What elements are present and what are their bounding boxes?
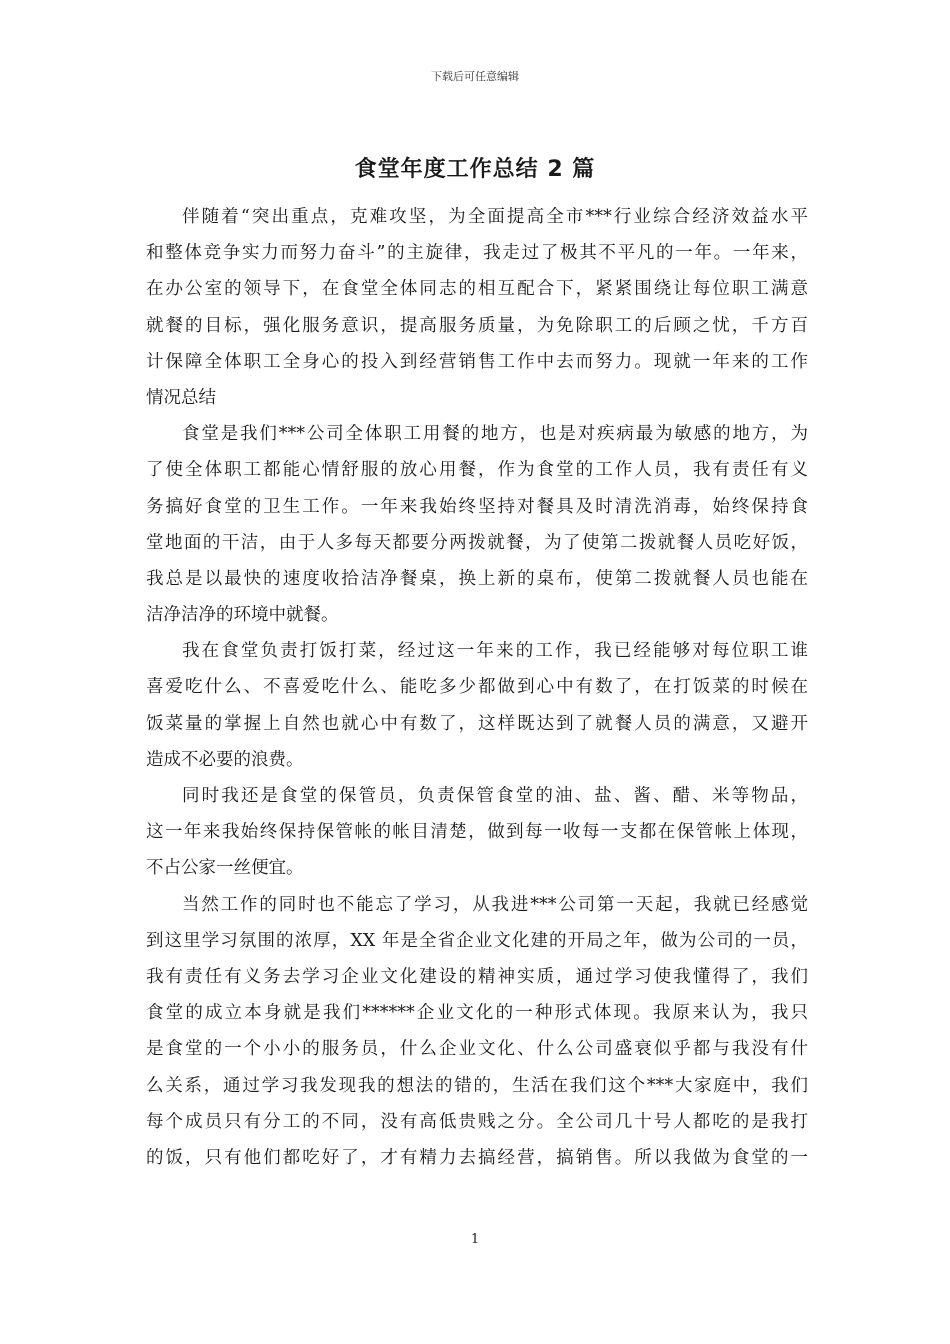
paragraph-line: 这一年来我始终保持保管帐的帐目清楚，做到每一收每一支都在保管帐上体现，	[146, 822, 808, 843]
paragraph	[146, 199, 808, 416]
document-body	[146, 199, 808, 1176]
paragraph-line: 务搞好食堂的卫生工作。一年来我始终坚持对餐具及时清洗消毒，始终保持食	[146, 496, 808, 517]
paragraph-line: 伴随着“突出重点，克难攻坚，为全面提高全市***行业综合经济效益水平	[182, 207, 808, 227]
paragraph-line: 了使全体职工都能心情舒服的放心用餐，作为食堂的工作人员，我有责任有义	[146, 460, 808, 481]
paragraph-line: 的饭，只有他们都吃好了，才有精力去搞经营，搞销售。所以我做为食堂的一	[146, 1147, 808, 1168]
paragraph	[146, 416, 808, 633]
paragraph-line: 造成不必要的浪费。	[146, 749, 304, 770]
paragraph-line: 当然工作的同时也不能忘了学习，从我进***公司第一天起，我就已经感觉	[182, 894, 808, 915]
paragraph	[146, 633, 808, 778]
document-title: 食堂年度工作总结 2 篇	[354, 157, 596, 182]
paragraph	[146, 778, 808, 887]
paragraph-line: 计保障全体职工全身心的投入到经营销售工作中去而努力。现就一年来的工作	[146, 351, 808, 372]
paragraph-line: 食堂的成立本身就是我们******企业文化的一种形式体现。我原来认为，我只	[146, 1003, 808, 1024]
paragraph-line: 食堂是我们***公司全体职工用餐的地方，也是对疾病最为敏感的地方，为	[182, 424, 808, 445]
paragraph-line: 和整体竞争实力而努力奋斗”的主旋律，我走过了极其不平凡的一年。一年来，	[146, 243, 808, 264]
paragraph-line: 饭菜量的掌握上自然也就心中有数了，这样既达到了就餐人员的满意，又避开	[146, 713, 808, 734]
paragraph-line: 情况总结	[146, 387, 216, 408]
paragraph-line: 我总是以最快的速度收拾洁净餐桌，换上新的桌布，使第二拨就餐人员也能在	[146, 568, 808, 589]
paragraph-line: 到这里学习氛围的浓厚，XX 年是全省企业文化建的开局之年，做为公司的一员，	[146, 930, 808, 951]
paragraph-line: 洁净洁净的环境中就餐。	[146, 605, 339, 626]
page-number: 1	[470, 1232, 480, 1247]
paragraph-line: 就餐的目标，强化服务意识，提高服务质量，为免除职工的后顾之忧，千方百	[146, 315, 808, 336]
paragraph-line: 我有责任有义务去学习企业文化建设的精神实质，通过学习使我懂得了，我们	[146, 966, 808, 987]
paragraph-line: 堂地面的干洁，由于人多每天都要分两拨就餐，为了使第二拨就餐人员吃好饭，	[146, 532, 808, 553]
paragraph-line: 我在食堂负责打饭打菜，经过这一年来的工作，我已经能够对每位职工谁	[182, 641, 808, 662]
paragraph-line: 同时我还是食堂的保管员，负责保管食堂的油、盐、酱、醋、米等物品，	[182, 786, 808, 806]
paragraph-line: 在办公室的领导下，在食堂全体同志的相互配合下，紧紧围绕让每位职工满意	[146, 279, 808, 300]
paragraph-line: 么关系，通过学习我发现我的想法的错的，生活在我们这个***大家庭中，我们	[146, 1075, 808, 1096]
paragraph-line: 不占公家一丝便宜。	[146, 858, 304, 879]
page-header: 下载后可任意编辑	[431, 70, 519, 83]
paragraph-line: 每个成员只有分工的不同，没有高低贵贱之分。全公司几十号人都吃的是我打	[146, 1111, 808, 1132]
paragraph-line: 是食堂的一个小小的服务员，什么企业文化、什么公司盛衰似乎都与我没有什	[146, 1039, 808, 1060]
paragraph	[146, 887, 808, 1177]
paragraph-line: 喜爱吃什么、不喜爱吃什么、能吃多少都做到心中有数了，在打饭菜的时候在	[146, 677, 808, 698]
